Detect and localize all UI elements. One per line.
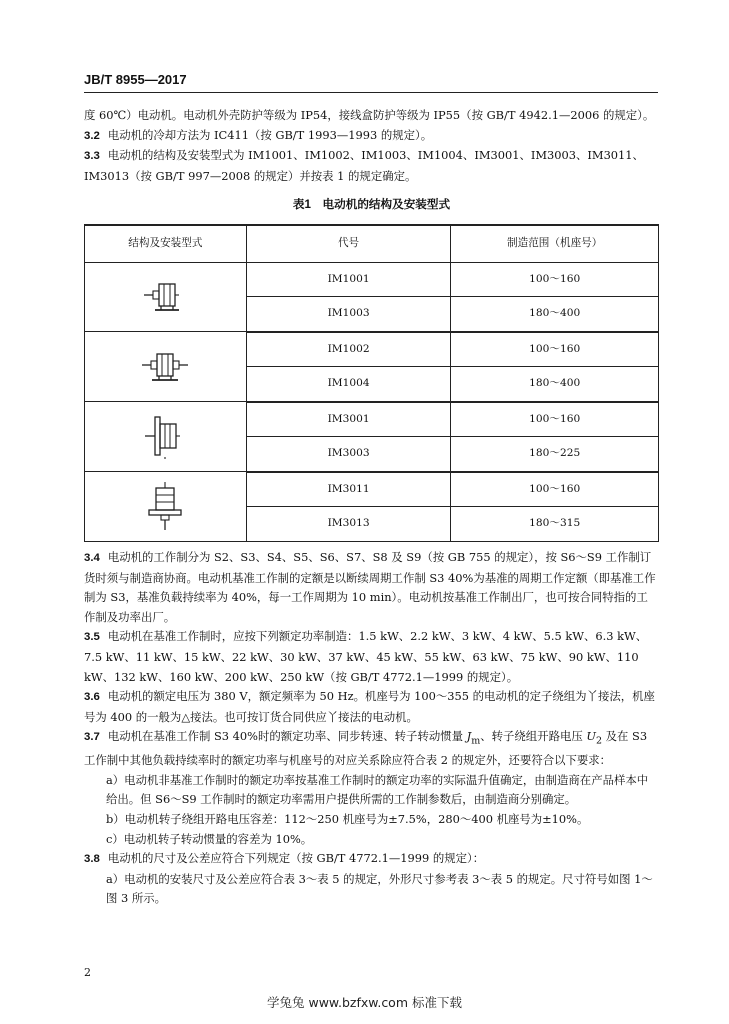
mounting-code: IM3001 bbox=[246, 402, 451, 437]
table-row bbox=[85, 472, 659, 507]
symbol-jm: J bbox=[466, 729, 472, 744]
mounting-type-cell bbox=[85, 472, 247, 542]
paragraph-3-8 bbox=[84, 849, 659, 870]
clause-number: 3.2 bbox=[84, 129, 100, 142]
mounting-type-cell bbox=[85, 262, 247, 332]
clause-text: 电动机的额定电压为 380 V，额定频率为 50 Hz。机座号为 100～355 的电动机的定子绕组为丫接法，机座号为 400 的一般为△接法。也可按订货合同供应丫接法的电动机。 bbox=[84, 689, 655, 724]
paragraph-3-7 bbox=[84, 727, 659, 770]
page-number: 2 bbox=[84, 966, 91, 979]
table-row bbox=[85, 402, 659, 437]
clause-number: 3.6 bbox=[84, 691, 100, 704]
frame-range: 180～400 bbox=[451, 297, 659, 332]
table1-caption: 表1 电动机的结构及安装型式 bbox=[292, 198, 451, 212]
watermark-footer: 学兔兔 www.bzfxw.com 标准下载 bbox=[267, 995, 462, 1010]
table-header-cell: 结构及安装型式 bbox=[85, 225, 247, 263]
flange-mounted-motor-b5-icon bbox=[85, 411, 246, 463]
paragraph-3-1-continued: 度 60℃）电动机。电动机外壳防护等级为 IP54，接线盒防护等级为 IP55（按 GB/T 4942.1—2006 的规定）。 bbox=[84, 108, 655, 122]
clause-text: 、转子绕组开路电压 bbox=[480, 729, 587, 744]
frame-range: 100～160 bbox=[451, 472, 659, 507]
mounting-type-cell bbox=[85, 402, 247, 472]
mounting-code: IM3013 bbox=[246, 507, 451, 542]
frame-range: 180～400 bbox=[451, 367, 659, 402]
mounting-code: IM3003 bbox=[246, 437, 451, 472]
table-header-cell: 制造范围（机座号） bbox=[451, 225, 659, 263]
list-item-3-7-c: c）电动机转子转动惯量的容差为 10%。 bbox=[106, 831, 313, 846]
clause-text: 电动机在基准工作制 S3 40%时的额定功率、同步转速、转子转动惯量 bbox=[107, 729, 467, 744]
paragraph-3-2 bbox=[84, 126, 659, 147]
paragraph-3-5 bbox=[84, 627, 659, 687]
mounting-code: IM3011 bbox=[246, 472, 451, 507]
mounting-code: IM1001 bbox=[246, 262, 451, 297]
table-header-cell: 代号 bbox=[246, 225, 451, 263]
frame-range: 100～160 bbox=[451, 262, 659, 297]
symbol-jm-subscript: m bbox=[471, 735, 481, 747]
mounting-type-cell bbox=[85, 332, 247, 402]
mounting-code: IM1004 bbox=[246, 367, 451, 402]
clause-text: 及在 S3 工作制中其他负载持续率时的额定功率与机座号的对应关系除应符合表 2 的规定外，还要符合以下要求： bbox=[84, 729, 648, 768]
table-header-row bbox=[85, 225, 659, 263]
list-item-3-7-a: a）电动机非基准工作制时的额定功率按基准工作制时的额定功率的实际温升值确定，由制造商在产品样本中给出。但 S6～S9 工作制时的额定功率需用户提供所需的工作制参数后，由制造商分别确定。 bbox=[106, 772, 649, 807]
clause-text: 电动机的冷却方法为 IC411（按 GB/T 1993—1993 的规定）。 bbox=[107, 127, 433, 142]
frame-range: 100～160 bbox=[451, 332, 659, 367]
document-body bbox=[84, 106, 659, 909]
foot-mounted-motor-b3-icon bbox=[85, 274, 246, 320]
standard-code: JB/T 8955—2017 bbox=[84, 72, 187, 87]
clause-number: 3.4 bbox=[84, 551, 100, 564]
clause-text: 电动机的结构及安装型式为 IM1001、IM1002、IM1003、IM1004、IM3001、IM3003、IM3011、IM3013（按 GB/T 997—2008 的规定）并按表 1 的规定确定。 bbox=[84, 148, 644, 183]
frame-range: 100～160 bbox=[451, 402, 659, 437]
paragraph-3-6 bbox=[84, 687, 659, 727]
header-rule bbox=[84, 92, 658, 93]
symbol-u2-subscript: 2 bbox=[595, 735, 603, 747]
clause-text: 电动机的尺寸及公差应符合下列规定（按 GB/T 4772.1—1999 的规定）： bbox=[107, 851, 485, 866]
table-row bbox=[85, 262, 659, 297]
list-item-3-8-a: a）电动机的安装尺寸及公差应符合表 3～表 5 的规定，外形尺寸参考表 3～表 5 的规定。尺寸符号如图 1～图 3 所示。 bbox=[106, 871, 653, 906]
frame-range: 180～315 bbox=[451, 507, 659, 542]
paragraph-3-3 bbox=[84, 146, 659, 186]
mounting-code: IM1002 bbox=[246, 332, 451, 367]
vertical-flange-motor-v1-icon bbox=[85, 480, 246, 534]
clause-number: 3.7 bbox=[84, 731, 100, 744]
table1-mounting-types bbox=[84, 224, 659, 542]
symbol-u2: U bbox=[586, 729, 596, 744]
clause-number: 3.3 bbox=[84, 150, 100, 163]
list-item-3-7-b: b）电动机转子绕组开路电压容差：112～250 机座号为±7.5%，280～400 机座号为±10%。 bbox=[106, 811, 589, 826]
clause-text: 电动机在基准工作制时，应按下列额定功率制造：1.5 kW、2.2 kW、3 kW、4 kW、5.5 kW、6.3 kW、7.5 kW、11 kW、15 kW、22 kW、30 kW、37 kW、45 kW、55 kW、63 kW、75 kW、90 kW、110 kW、132 kW、160 kW、200 kW、250 kW（按 GB/T 4772.1—1999 的规定）。 bbox=[84, 629, 648, 684]
frame-range: 180～225 bbox=[451, 437, 659, 472]
clause-number: 3.8 bbox=[84, 853, 100, 866]
table-row bbox=[85, 332, 659, 367]
clause-text: 电动机的工作制分为 S2、S3、S4、S5、S6、S7、S8 及 S9（按 GB 755 的规定），按 S6～S9 工作制订货时须与制造商协商。电动机基准工作制的定额是以断续周期工作制 S3 40%为基准的周期工作定额（即基准工作制为 S3，基准负载持续率为 40%，每一工作周期为 10 min）。电动机按基准工作制出厂，也可按合同特指的工作制及功率出厂。 bbox=[84, 549, 656, 624]
mounting-code: IM1003 bbox=[246, 297, 451, 332]
clause-number: 3.5 bbox=[84, 631, 100, 644]
foot-mounted-motor-double-shaft-icon bbox=[85, 344, 246, 390]
paragraph-3-4 bbox=[84, 548, 659, 627]
